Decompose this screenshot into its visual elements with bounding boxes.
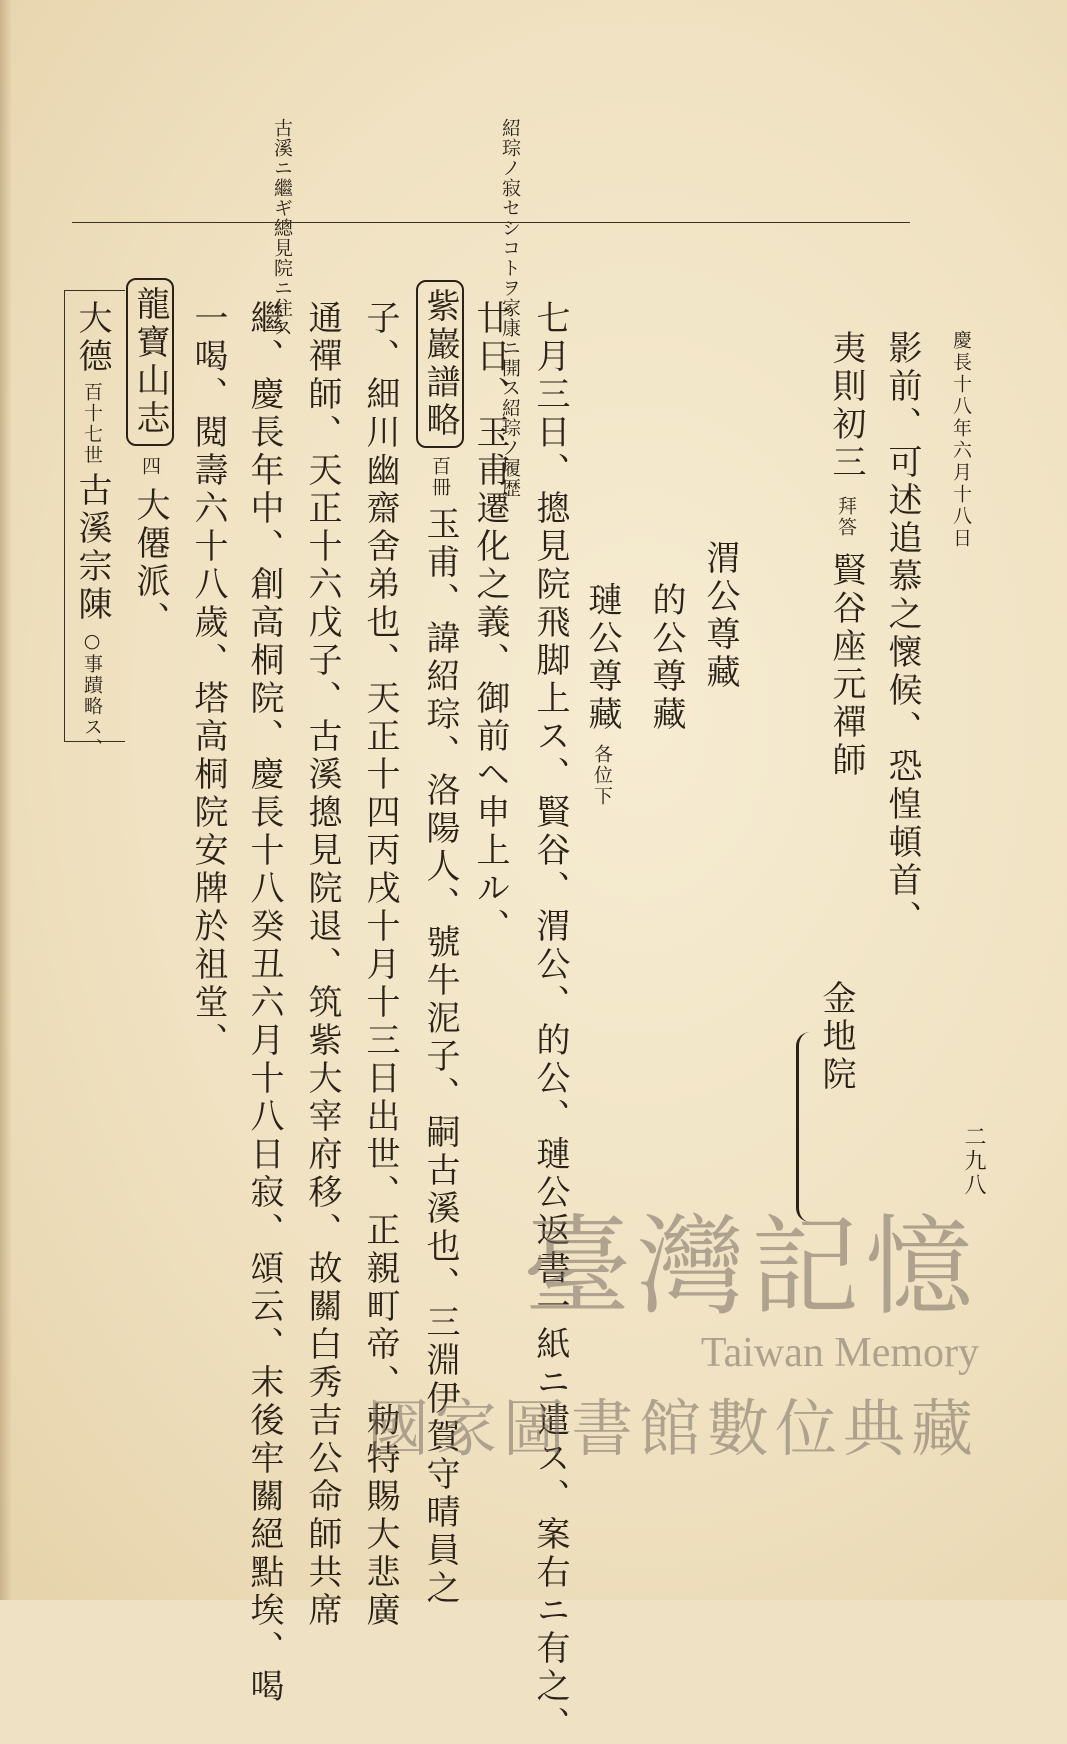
column-text: 子、細川幽齋舍弟也、天正十四丙戌十月十三日出世、正親町帝、勅特賜大悲廣 xyxy=(360,300,400,1630)
text-column-4 xyxy=(646,582,686,734)
text-column-14 xyxy=(72,300,112,759)
text-column-1 xyxy=(882,330,922,938)
header-rule xyxy=(72,222,910,223)
signature: 金地院 xyxy=(816,980,856,1094)
text-column-5 xyxy=(582,582,622,807)
binding-shadow xyxy=(0,0,12,1600)
margin-note-1: 紹琮ノ寂セシコトヲ家康ニ開ス紹琮ノ履歴 xyxy=(499,118,521,498)
column-text: 七月三日、摠見院飛脚上ス、賢谷、渭公、的公、璉公返書一紙ニ遣ス、案右ニ有之、 xyxy=(530,300,570,1744)
margin-note-2: 古溪ニ繼ギ總見院ニ住ス xyxy=(271,118,293,338)
page-number: 二九八 xyxy=(961,1125,986,1197)
column-text: 的公尊藏 xyxy=(646,582,686,734)
text-column-3 xyxy=(700,540,740,692)
column-note: 百冊 xyxy=(429,456,451,498)
column-text: 夷則初三 xyxy=(826,330,866,482)
watermark-title: 臺灣記憶 xyxy=(522,1205,979,1330)
column-text: 一喝、閱壽六十八歲、塔高桐院安牌於祖堂、 xyxy=(188,300,228,1060)
text-column-13 xyxy=(130,278,170,639)
text-column-11 xyxy=(244,300,284,1706)
column-text: 渭公尊藏 xyxy=(700,540,740,692)
column-text: 大德 xyxy=(72,300,112,376)
text-column-7 xyxy=(470,300,510,946)
header-date: 慶長十八年六月十八日 xyxy=(950,330,972,550)
text-column-2 xyxy=(826,330,866,780)
text-column-6 xyxy=(530,300,570,1744)
column-text: 古溪宗陳 xyxy=(72,472,112,624)
text-column-10 xyxy=(302,300,342,1630)
column-note: 拜答 xyxy=(835,496,857,538)
source-bracket: 龍寶山志 xyxy=(126,278,174,446)
watermark xyxy=(367,1180,979,1468)
text-column-12 xyxy=(188,300,228,1060)
column-text: 賢谷座元禪師 xyxy=(826,552,866,780)
column-text: 玉甫、諱紹琮、洛陽人、號牛泥子、嗣古溪也、三淵伊賀守晴員之 xyxy=(420,506,460,1608)
watermark-english: Taiwan Memory xyxy=(700,1330,979,1376)
column-note: ○事蹟略ス、 xyxy=(81,630,103,759)
column-note: 百十七世 xyxy=(81,382,103,466)
column-text: 繼、慶長年中、創高桐院、慶長十八癸丑六月十八日寂、頌云、末後牢關絕點埃、喝 xyxy=(244,300,284,1706)
column-text: 廿日、玉甫遷化之義、御前ヘ申上ル、 xyxy=(470,300,510,946)
column-note: 四 xyxy=(139,456,161,477)
column-text: 通禪師、天正十六戊子、古溪摠見院退、筑紫大宰府移、故關白秀吉公命師共席 xyxy=(302,300,342,1630)
column-text: 大僊派、 xyxy=(130,487,170,639)
column-note: 各位下 xyxy=(591,744,613,807)
column-text: 影前、可述追慕之懷候、恐惶頓首、 xyxy=(882,330,922,938)
watermark-subtitle: 國家圖書館數位典藏 xyxy=(366,1392,979,1465)
column-text: 璉公尊藏 xyxy=(582,582,622,734)
source-bracket: 紫巖譜略 xyxy=(416,280,464,448)
